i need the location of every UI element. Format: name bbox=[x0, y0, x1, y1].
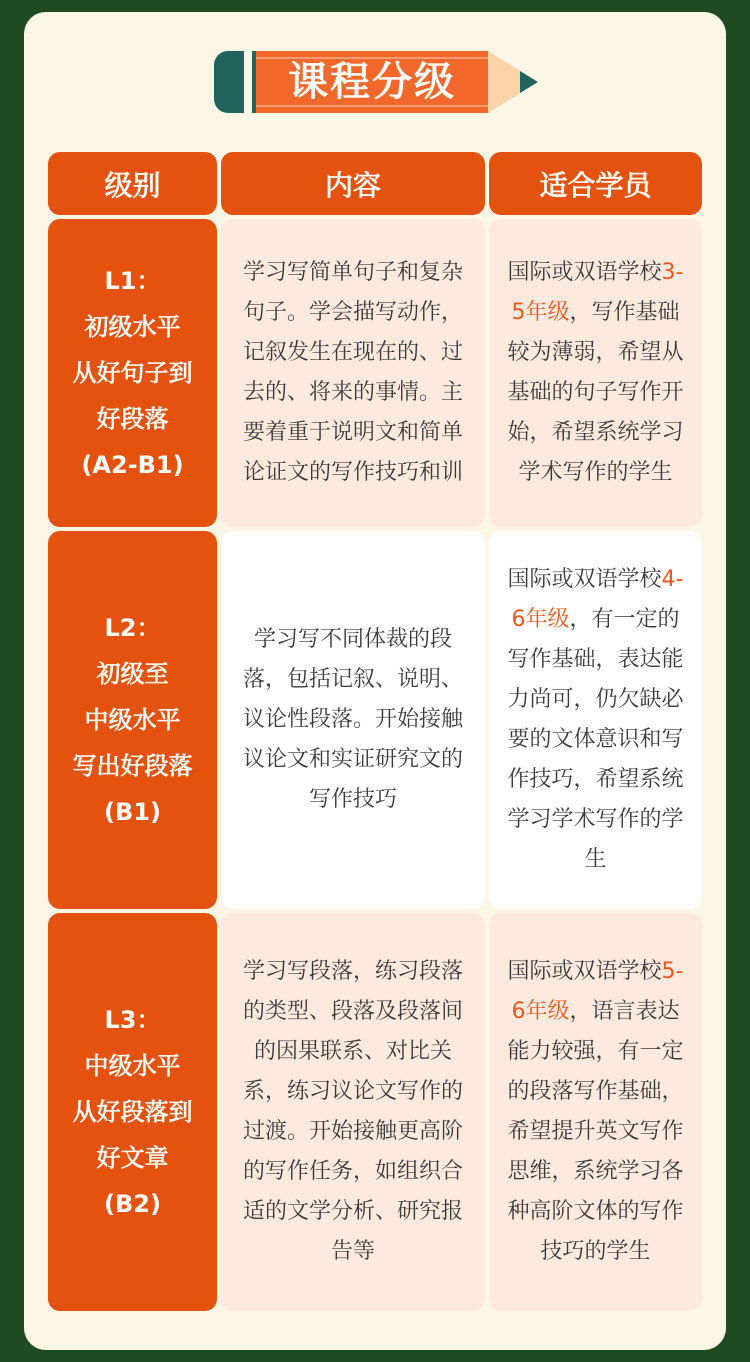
audience-text bbox=[501, 560, 690, 880]
audience-grade: 4-6年级 bbox=[511, 567, 684, 632]
content-text: 学习写段落，练习段落的类型、段落及段落间的因果联系、对比关系，练习议论文写作的过渡。开始接触更高阶的写作任务，如组织合适的文学分析、研究报告等 bbox=[242, 959, 463, 1264]
level-subtitle-2: 好文章 bbox=[96, 1144, 169, 1172]
level-text bbox=[48, 258, 217, 488]
level-subtitle: 从好段落到 bbox=[72, 1098, 193, 1126]
level-name-2: 中级水平 bbox=[84, 706, 181, 734]
pencil-tip-icon bbox=[488, 51, 538, 113]
title-banner bbox=[214, 51, 538, 113]
level-code: L2： bbox=[104, 614, 161, 642]
audience-cell-l3 bbox=[489, 913, 702, 1311]
audience-detail: ，语言表达能力较强，有一定的段落写作基础，希望提升英文写作思维，系统学习各种高阶文体的写作技巧的学生 bbox=[507, 999, 684, 1264]
level-code: L3： bbox=[104, 1006, 161, 1034]
level-cefr: (A2-B1) bbox=[81, 451, 184, 479]
level-cell-l3 bbox=[48, 913, 217, 1311]
level-name: 初级至 bbox=[96, 660, 169, 688]
level-text bbox=[48, 605, 217, 835]
page-title: 课程分级 bbox=[288, 59, 456, 105]
level-text bbox=[48, 997, 217, 1227]
pencil-body bbox=[256, 51, 488, 113]
level-subtitle-2: 好段落 bbox=[96, 405, 169, 433]
audience-text bbox=[501, 952, 690, 1272]
level-cell-l2 bbox=[48, 531, 217, 909]
content-text: 学习写不同体裁的段落，包括记叙、说明、议论性段落。开始接触议论文和实证研究文的写作技巧 bbox=[242, 627, 463, 812]
level-subtitle: 从好句子到 bbox=[72, 359, 193, 387]
audience-prefix: 国际或双语学校 bbox=[507, 567, 662, 592]
content-cell-l3 bbox=[221, 913, 485, 1311]
audience-detail: ，有一定的写作基础，表达能力尚可，仍欠缺必要的文体意识和写作技巧，希望系统学习学术写作的学生 bbox=[507, 607, 684, 872]
audience-prefix: 国际或双语学校 bbox=[507, 959, 662, 984]
audience-text bbox=[501, 253, 690, 493]
content-cell-l1 bbox=[221, 219, 485, 527]
level-name: 中级水平 bbox=[84, 1052, 181, 1080]
level-cefr: (B1) bbox=[104, 798, 161, 826]
content-text: 学习写简单句子和复杂句子。学会描写动作，记叙发生在现在的、过去的、将来的事情。主要着重于说明文和简单论证文的写作技巧和训 bbox=[242, 260, 463, 485]
audience-grade: 3-5年级 bbox=[511, 260, 684, 325]
audience-cell-l2 bbox=[489, 531, 702, 909]
level-cefr: (B2) bbox=[104, 1190, 161, 1218]
pencil-eraser-cap bbox=[214, 51, 244, 113]
level-subtitle: 写出好段落 bbox=[72, 752, 193, 780]
audience-cell-l1 bbox=[489, 219, 702, 527]
pencil-band bbox=[244, 51, 252, 113]
audience-grade: 5-6年级 bbox=[511, 959, 684, 1024]
level-code: L1： bbox=[104, 267, 161, 295]
audience-prefix: 国际或双语学校 bbox=[507, 260, 662, 285]
header-audience: 适合学员 bbox=[489, 152, 702, 215]
header-level: 级别 bbox=[48, 152, 217, 215]
level-name: 初级水平 bbox=[84, 313, 181, 341]
header-content: 内容 bbox=[221, 152, 485, 215]
level-cell-l1 bbox=[48, 219, 217, 527]
audience-detail: ，写作基础较为薄弱，希望从基础的句子写作开始，希望系统学习学术写作的学生 bbox=[507, 300, 684, 485]
content-cell-l2 bbox=[221, 531, 485, 909]
